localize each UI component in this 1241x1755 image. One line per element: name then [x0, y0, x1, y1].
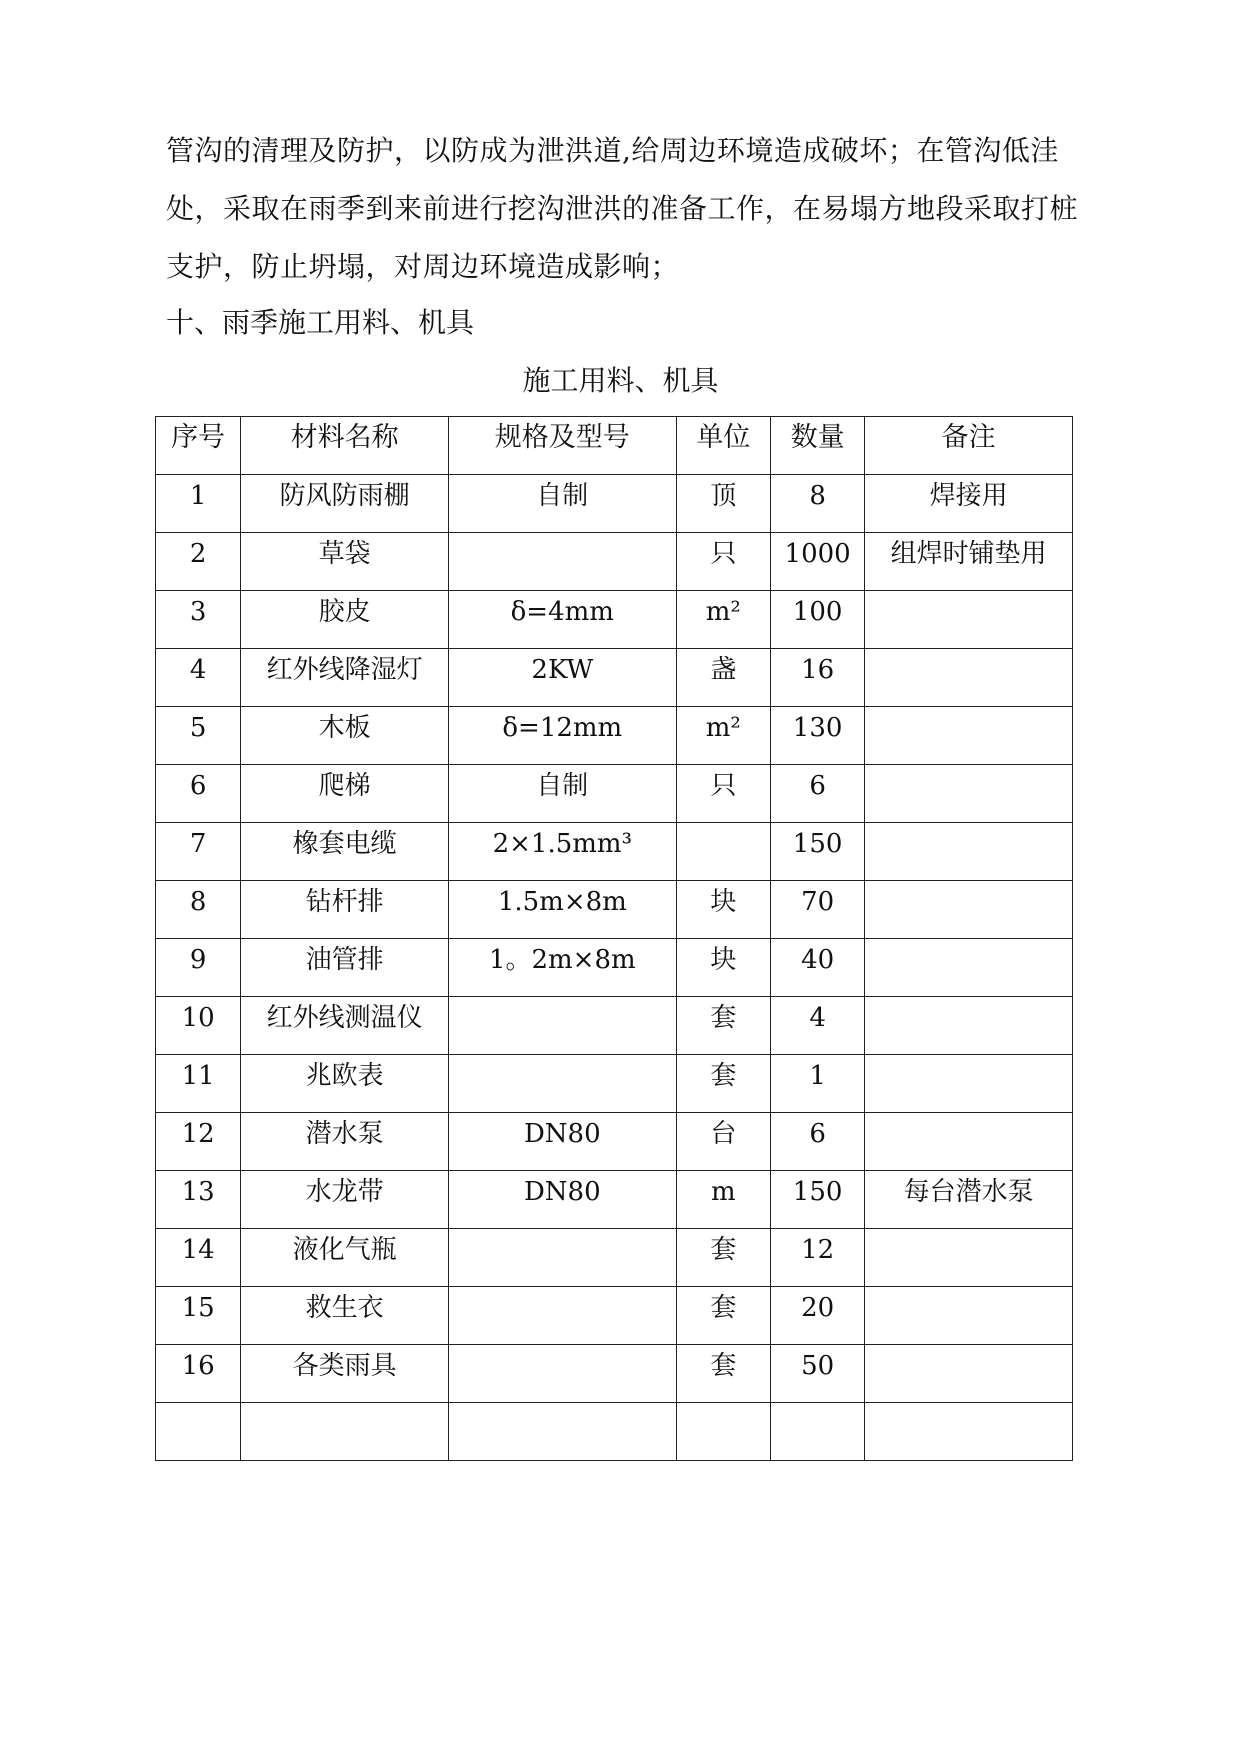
cell-index: 11 — [156, 1055, 241, 1113]
header-cell-unit: 单位 — [676, 417, 770, 475]
cell-spec: δ=12mm — [448, 707, 676, 765]
table-caption: 施工用料、机具 — [522, 364, 719, 397]
cell-index: 13 — [156, 1171, 241, 1229]
cell-index: 4 — [156, 649, 241, 707]
cell-index: 2 — [156, 533, 241, 591]
cell-spec: 2×1.5mm³ — [448, 823, 676, 881]
cell-quantity: 4 — [770, 997, 864, 1055]
cell-spec: DN80 — [448, 1113, 676, 1171]
cell-remark: 焊接用 — [865, 475, 1073, 533]
cell-remark — [865, 765, 1073, 823]
table-row — [156, 1287, 1073, 1345]
cell-name: 水龙带 — [241, 1171, 449, 1229]
section-heading: 十、雨季施工用料、机具 — [166, 306, 475, 339]
cell-quantity: 50 — [770, 1345, 864, 1403]
table-row — [156, 1055, 1073, 1113]
cell-name: 救生衣 — [241, 1287, 449, 1345]
cell-index — [156, 1403, 241, 1461]
cell-remark — [865, 1403, 1073, 1461]
cell-remark — [865, 881, 1073, 939]
table-row — [156, 939, 1073, 997]
cell-quantity: 12 — [770, 1229, 864, 1287]
header-cell-name: 材料名称 — [241, 417, 449, 475]
cell-quantity: 100 — [770, 591, 864, 649]
paragraph-line: 支护，防止坍塌，对周边环境造成影响； — [166, 250, 680, 283]
table-row — [156, 1171, 1073, 1229]
cell-quantity: 1 — [770, 1055, 864, 1113]
table-row — [156, 997, 1073, 1055]
cell-name: 兆欧表 — [241, 1055, 449, 1113]
cell-quantity: 20 — [770, 1287, 864, 1345]
cell-index: 5 — [156, 707, 241, 765]
cell-quantity: 1000 — [770, 533, 864, 591]
table-row — [156, 881, 1073, 939]
cell-spec: δ=4mm — [448, 591, 676, 649]
table-row — [156, 591, 1073, 649]
cell-name: 红外线降湿灯 — [241, 649, 449, 707]
cell-quantity: 6 — [770, 765, 864, 823]
cell-unit: 只 — [676, 533, 770, 591]
cell-name — [241, 1403, 449, 1461]
cell-spec — [448, 1229, 676, 1287]
cell-unit: 盏 — [676, 649, 770, 707]
cell-quantity: 16 — [770, 649, 864, 707]
cell-index: 15 — [156, 1287, 241, 1345]
table-row — [156, 1345, 1073, 1403]
cell-unit: 套 — [676, 1055, 770, 1113]
cell-index: 12 — [156, 1113, 241, 1171]
cell-unit: 只 — [676, 765, 770, 823]
table-header-row — [156, 417, 1073, 475]
cell-remark — [865, 823, 1073, 881]
cell-unit: m — [676, 1171, 770, 1229]
cell-spec — [448, 1403, 676, 1461]
paragraph-line: 处，采取在雨季到来前进行挖沟泄洪的准备工作，在易塌方地段采取打桩 — [166, 192, 1079, 225]
cell-remark — [865, 649, 1073, 707]
header-cell-remark: 备注 — [865, 417, 1073, 475]
cell-spec: 自制 — [448, 475, 676, 533]
table-row — [156, 533, 1073, 591]
cell-spec: 自制 — [448, 765, 676, 823]
table-row — [156, 475, 1073, 533]
body-paragraph — [166, 122, 1126, 296]
cell-unit: 套 — [676, 997, 770, 1055]
cell-quantity: 130 — [770, 707, 864, 765]
table-row — [156, 1113, 1073, 1171]
cell-unit: m² — [676, 591, 770, 649]
cell-index: 16 — [156, 1345, 241, 1403]
cell-name: 防风防雨棚 — [241, 475, 449, 533]
cell-spec: 2KW — [448, 649, 676, 707]
cell-spec: 1.5m×8m — [448, 881, 676, 939]
cell-index: 14 — [156, 1229, 241, 1287]
cell-remark — [865, 1113, 1073, 1171]
cell-unit: m² — [676, 707, 770, 765]
paragraph-line: 管沟的清理及防护，以防成为泄洪道,给周边环境造成破坏；在管沟低洼 — [166, 134, 1059, 167]
cell-name: 各类雨具 — [241, 1345, 449, 1403]
cell-index: 9 — [156, 939, 241, 997]
cell-name: 橡套电缆 — [241, 823, 449, 881]
cell-remark — [865, 1345, 1073, 1403]
table-row — [156, 1403, 1073, 1461]
cell-index: 1 — [156, 475, 241, 533]
header-cell-quantity: 数量 — [770, 417, 864, 475]
cell-spec: 1。2m×8m — [448, 939, 676, 997]
cell-index: 6 — [156, 765, 241, 823]
cell-unit — [676, 1403, 770, 1461]
table-row — [156, 707, 1073, 765]
materials-table — [155, 416, 1073, 1461]
cell-unit: 套 — [676, 1345, 770, 1403]
cell-remark: 每台潜水泵 — [865, 1171, 1073, 1229]
cell-remark — [865, 591, 1073, 649]
cell-remark — [865, 707, 1073, 765]
cell-unit: 块 — [676, 881, 770, 939]
table-row — [156, 765, 1073, 823]
cell-quantity — [770, 1403, 864, 1461]
cell-unit: 套 — [676, 1229, 770, 1287]
cell-spec: DN80 — [448, 1171, 676, 1229]
header-cell-spec: 规格及型号 — [448, 417, 676, 475]
cell-remark: 组焊时铺垫用 — [865, 533, 1073, 591]
cell-name: 草袋 — [241, 533, 449, 591]
cell-name: 液化气瓶 — [241, 1229, 449, 1287]
cell-remark — [865, 1287, 1073, 1345]
cell-index: 8 — [156, 881, 241, 939]
cell-unit: 顶 — [676, 475, 770, 533]
table-row — [156, 1229, 1073, 1287]
table-row — [156, 649, 1073, 707]
table-row — [156, 823, 1073, 881]
cell-spec — [448, 1055, 676, 1113]
cell-unit: 套 — [676, 1287, 770, 1345]
cell-index: 3 — [156, 591, 241, 649]
cell-spec — [448, 1345, 676, 1403]
cell-remark — [865, 997, 1073, 1055]
cell-quantity: 70 — [770, 881, 864, 939]
cell-index: 7 — [156, 823, 241, 881]
cell-remark — [865, 939, 1073, 997]
cell-name: 胶皮 — [241, 591, 449, 649]
cell-name: 钻杆排 — [241, 881, 449, 939]
cell-name: 爬梯 — [241, 765, 449, 823]
cell-unit — [676, 823, 770, 881]
cell-unit: 台 — [676, 1113, 770, 1171]
cell-spec — [448, 533, 676, 591]
cell-quantity: 6 — [770, 1113, 864, 1171]
cell-unit: 块 — [676, 939, 770, 997]
cell-quantity: 150 — [770, 823, 864, 881]
cell-quantity: 8 — [770, 475, 864, 533]
cell-name: 油管排 — [241, 939, 449, 997]
header-cell-index: 序号 — [156, 417, 241, 475]
cell-spec — [448, 1287, 676, 1345]
cell-remark — [865, 1055, 1073, 1113]
cell-index: 10 — [156, 997, 241, 1055]
cell-quantity: 150 — [770, 1171, 864, 1229]
cell-name: 红外线测温仪 — [241, 997, 449, 1055]
cell-spec — [448, 997, 676, 1055]
cell-name: 木板 — [241, 707, 449, 765]
cell-name: 潜水泵 — [241, 1113, 449, 1171]
cell-quantity: 40 — [770, 939, 864, 997]
cell-remark — [865, 1229, 1073, 1287]
